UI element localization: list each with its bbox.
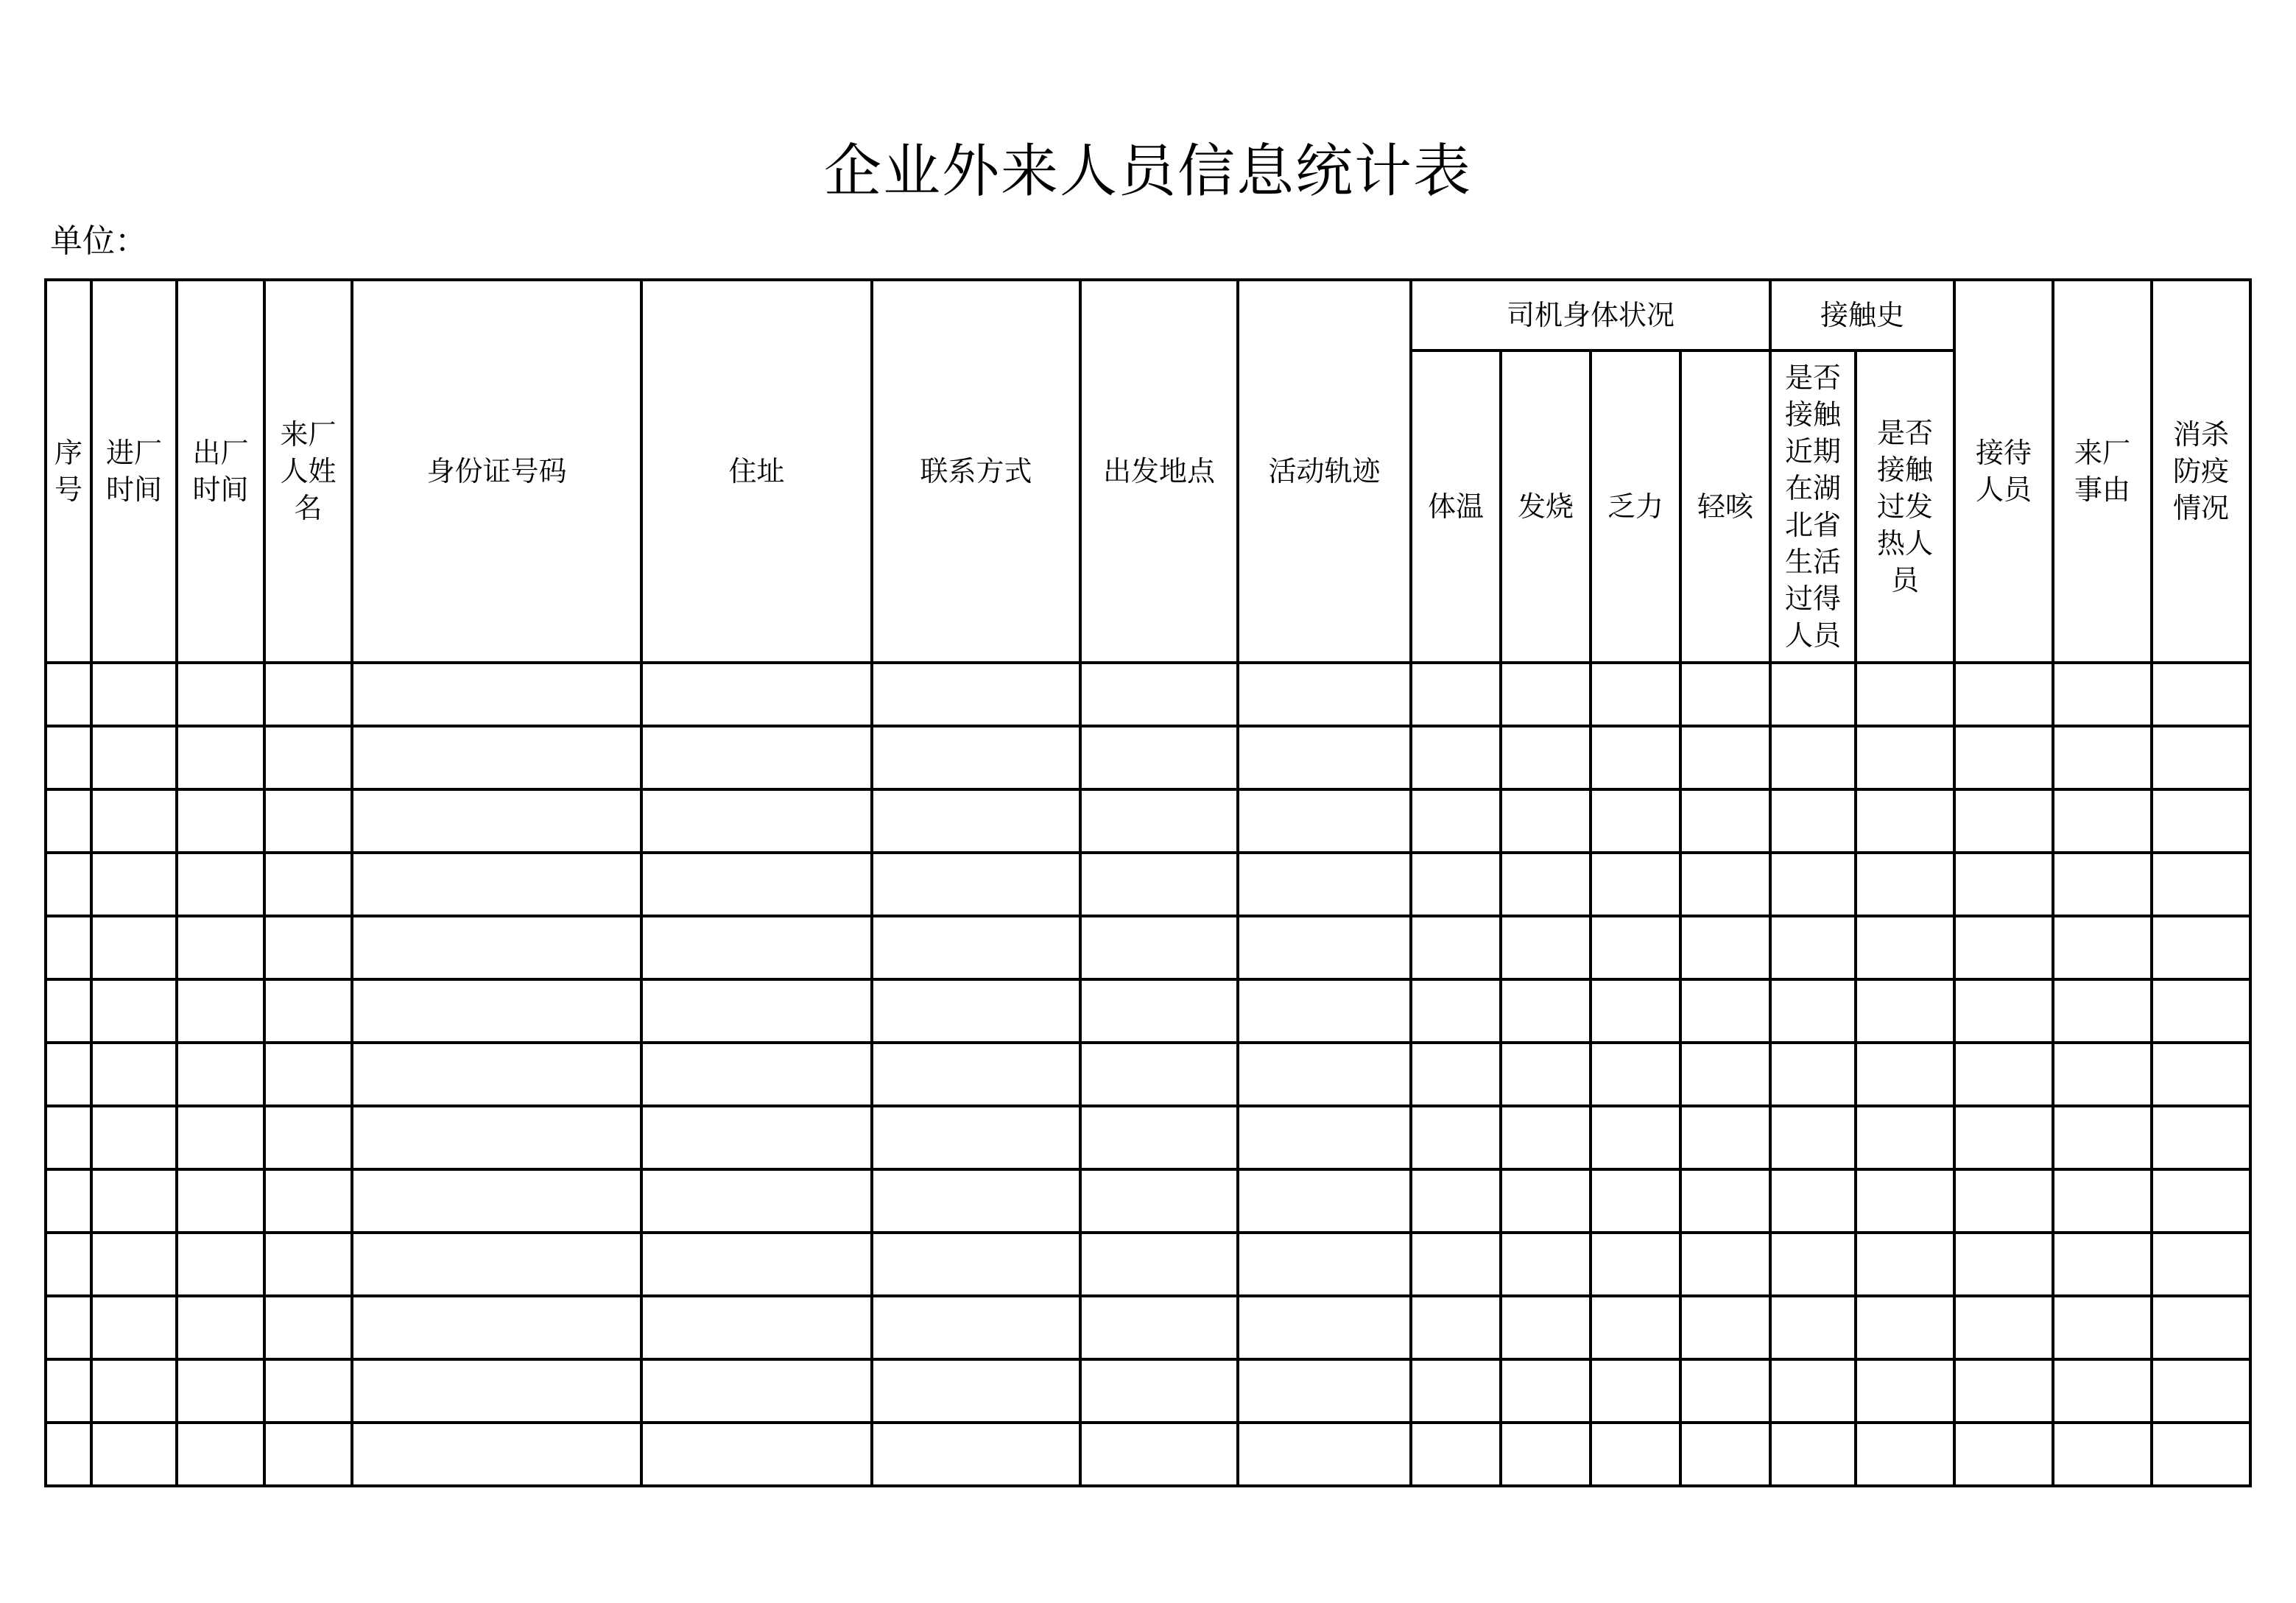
table-cell[interactable] — [46, 1296, 91, 1359]
table-cell[interactable] — [1411, 1233, 1501, 1296]
table-cell[interactable] — [264, 916, 352, 979]
table-cell[interactable] — [1954, 1043, 2053, 1106]
table-cell[interactable] — [1238, 1169, 1411, 1233]
table-cell[interactable] — [1680, 1233, 1770, 1296]
header-fever-contact: 是否接触过发热人员 — [1856, 350, 1954, 663]
header-exit-time: 出厂时间 — [177, 280, 264, 663]
table-cell[interactable] — [91, 663, 177, 726]
table-cell[interactable] — [177, 979, 264, 1043]
table-cell[interactable] — [46, 789, 91, 853]
table-cell[interactable] — [1238, 789, 1411, 853]
table-cell[interactable] — [2152, 1106, 2250, 1169]
table-cell[interactable] — [1591, 789, 1680, 853]
table-cell[interactable] — [91, 916, 177, 979]
table-cell[interactable] — [46, 1423, 91, 1486]
table-row — [46, 916, 2250, 979]
table-cell[interactable] — [1080, 1106, 1238, 1169]
table-cell[interactable] — [46, 979, 91, 1043]
table-cell[interactable] — [177, 853, 264, 916]
table-cell[interactable] — [1680, 789, 1770, 853]
table-cell[interactable] — [91, 1296, 177, 1359]
table-cell[interactable] — [1591, 663, 1680, 726]
table-cell[interactable] — [1591, 1043, 1680, 1106]
table-cell[interactable] — [1680, 979, 1770, 1043]
table-cell[interactable] — [641, 853, 872, 916]
header-address: 住址 — [641, 280, 872, 663]
table-cell[interactable] — [641, 1423, 872, 1486]
table-cell[interactable] — [264, 853, 352, 916]
table-cell[interactable] — [1238, 1106, 1411, 1169]
table-cell[interactable] — [46, 1043, 91, 1106]
table-cell[interactable] — [1856, 1043, 1954, 1106]
table-cell[interactable] — [1080, 1359, 1238, 1423]
header-id-number: 身份证号码 — [352, 280, 641, 663]
table-cell[interactable] — [1856, 1169, 1954, 1233]
table-cell[interactable] — [1591, 1233, 1680, 1296]
table-row — [46, 663, 2250, 726]
table-cell[interactable] — [2152, 1423, 2250, 1486]
table-cell[interactable] — [1770, 1233, 1856, 1296]
header-fever: 发烧 — [1501, 350, 1591, 663]
table-cell[interactable] — [1238, 979, 1411, 1043]
table-cell[interactable] — [1501, 789, 1591, 853]
header-temperature: 体温 — [1411, 350, 1501, 663]
table-cell[interactable] — [872, 1169, 1080, 1233]
table-cell[interactable] — [872, 726, 1080, 789]
table-cell[interactable] — [2053, 1233, 2152, 1296]
table-cell[interactable] — [1954, 1423, 2053, 1486]
table-row — [46, 853, 2250, 916]
table-cell[interactable] — [352, 1233, 641, 1296]
header-reason: 来厂事由 — [2053, 280, 2152, 663]
table-cell[interactable] — [91, 1233, 177, 1296]
table-cell[interactable] — [46, 1359, 91, 1423]
table-cell[interactable] — [352, 1296, 641, 1359]
table-cell[interactable] — [1238, 726, 1411, 789]
table-cell[interactable] — [1501, 663, 1591, 726]
table-cell[interactable] — [1770, 1043, 1856, 1106]
table-cell[interactable] — [2053, 726, 2152, 789]
table-cell[interactable] — [177, 789, 264, 853]
table-cell[interactable] — [177, 916, 264, 979]
table-cell[interactable] — [1501, 1233, 1591, 1296]
table-cell[interactable] — [1411, 789, 1501, 853]
table-cell[interactable] — [1954, 1233, 2053, 1296]
table-cell[interactable] — [641, 726, 872, 789]
table-cell[interactable] — [1770, 979, 1856, 1043]
table-cell[interactable] — [46, 916, 91, 979]
table-cell[interactable] — [641, 1169, 872, 1233]
table-cell[interactable] — [1411, 1296, 1501, 1359]
header-entry-time: 进厂时间 — [91, 280, 177, 663]
table-row — [46, 1359, 2250, 1423]
table-cell[interactable] — [1680, 916, 1770, 979]
table-cell[interactable] — [2152, 979, 2250, 1043]
table-cell[interactable] — [91, 1106, 177, 1169]
table-cell[interactable] — [177, 1043, 264, 1106]
table-cell[interactable] — [1238, 1233, 1411, 1296]
table-row — [46, 1106, 2250, 1169]
table-row — [46, 1169, 2250, 1233]
table-cell[interactable] — [264, 1296, 352, 1359]
table-cell[interactable] — [872, 663, 1080, 726]
table-cell[interactable] — [1080, 1423, 1238, 1486]
table-cell[interactable] — [2053, 1169, 2152, 1233]
table-cell[interactable] — [872, 1106, 1080, 1169]
table-cell[interactable] — [1411, 1169, 1501, 1233]
table-cell[interactable] — [1680, 853, 1770, 916]
table-cell[interactable] — [177, 1106, 264, 1169]
table-cell[interactable] — [1591, 1359, 1680, 1423]
table-cell[interactable] — [872, 1359, 1080, 1423]
table-cell[interactable] — [177, 1233, 264, 1296]
header-departure: 出发地点 — [1080, 280, 1238, 663]
table-cell[interactable] — [1411, 726, 1501, 789]
table-cell[interactable] — [1080, 663, 1238, 726]
unit-label: 单位： — [50, 222, 147, 260]
table-cell[interactable] — [1680, 1296, 1770, 1359]
table-cell[interactable] — [2152, 1043, 2250, 1106]
table-cell[interactable] — [1954, 1296, 2053, 1359]
visitor-info-table — [44, 278, 2252, 1487]
table-cell[interactable] — [1954, 853, 2053, 916]
table-cell[interactable] — [1680, 663, 1770, 726]
header-visitor-name: 来厂人姓名 — [264, 280, 352, 663]
table-cell[interactable] — [1411, 853, 1501, 916]
table-cell[interactable] — [352, 853, 641, 916]
table-cell[interactable] — [1680, 1169, 1770, 1233]
table-cell[interactable] — [1856, 663, 1954, 726]
table-cell[interactable] — [872, 1296, 1080, 1359]
table-cell[interactable] — [1501, 1423, 1591, 1486]
table-cell[interactable] — [264, 1043, 352, 1106]
table-cell[interactable] — [1080, 789, 1238, 853]
table-cell[interactable] — [1238, 1296, 1411, 1359]
table-cell[interactable] — [1591, 853, 1680, 916]
table-cell[interactable] — [46, 663, 91, 726]
table-cell[interactable] — [1411, 663, 1501, 726]
table-cell[interactable] — [1591, 726, 1680, 789]
table-cell[interactable] — [641, 916, 872, 979]
table-cell[interactable] — [2053, 1106, 2152, 1169]
table-cell[interactable] — [1591, 1423, 1680, 1486]
table-cell[interactable] — [1770, 916, 1856, 979]
table-cell[interactable] — [1770, 726, 1856, 789]
table-cell[interactable] — [91, 1043, 177, 1106]
table-cell[interactable] — [1591, 979, 1680, 1043]
table-cell[interactable] — [1680, 1043, 1770, 1106]
table-cell[interactable] — [264, 979, 352, 1043]
table-cell[interactable] — [641, 1359, 872, 1423]
table-cell[interactable] — [1680, 1106, 1770, 1169]
table-cell[interactable] — [264, 1359, 352, 1423]
table-cell[interactable] — [1856, 853, 1954, 916]
header-receiver: 接待人员 — [1954, 280, 2053, 663]
table-row — [46, 1233, 2250, 1296]
table-cell[interactable] — [264, 1169, 352, 1233]
table-cell[interactable] — [2152, 1359, 2250, 1423]
table-cell[interactable] — [2152, 853, 2250, 916]
table-cell[interactable] — [264, 789, 352, 853]
table-cell[interactable] — [1770, 853, 1856, 916]
table-row — [46, 1296, 2250, 1359]
table-cell[interactable] — [91, 726, 177, 789]
table-cell[interactable] — [352, 1043, 641, 1106]
table-cell[interactable] — [2152, 1233, 2250, 1296]
table-cell[interactable] — [264, 1233, 352, 1296]
table-cell[interactable] — [1080, 1296, 1238, 1359]
table-cell[interactable] — [352, 979, 641, 1043]
table-cell[interactable] — [91, 1423, 177, 1486]
table-cell[interactable] — [641, 1296, 872, 1359]
table-cell[interactable] — [1954, 726, 2053, 789]
table-cell[interactable] — [1770, 789, 1856, 853]
table-cell[interactable] — [46, 1106, 91, 1169]
table-cell[interactable] — [1411, 916, 1501, 979]
table-cell[interactable] — [2053, 1359, 2152, 1423]
table-cell[interactable] — [1080, 726, 1238, 789]
table-cell[interactable] — [91, 789, 177, 853]
table-cell[interactable] — [352, 1106, 641, 1169]
table-cell[interactable] — [2053, 979, 2152, 1043]
table-cell[interactable] — [1954, 1359, 2053, 1423]
table-cell[interactable] — [1501, 916, 1591, 979]
table-cell[interactable] — [352, 916, 641, 979]
table-cell[interactable] — [1080, 916, 1238, 979]
table-cell[interactable] — [91, 1169, 177, 1233]
table-cell[interactable] — [1770, 1423, 1856, 1486]
table-cell[interactable] — [1501, 853, 1591, 916]
table-cell[interactable] — [352, 1359, 641, 1423]
table-cell[interactable] — [1411, 1043, 1501, 1106]
table-cell[interactable] — [1080, 979, 1238, 1043]
table-cell[interactable] — [1238, 1423, 1411, 1486]
table-cell[interactable] — [1501, 1169, 1591, 1233]
table-cell[interactable] — [1080, 1233, 1238, 1296]
table-row — [46, 979, 2250, 1043]
table-row — [46, 789, 2250, 853]
table-cell[interactable] — [872, 789, 1080, 853]
table-cell[interactable] — [1238, 1043, 1411, 1106]
table-cell[interactable] — [1856, 1106, 1954, 1169]
table-cell[interactable] — [1770, 1169, 1856, 1233]
table-cell[interactable] — [177, 1423, 264, 1486]
table-cell[interactable] — [1954, 916, 2053, 979]
table-cell[interactable] — [352, 789, 641, 853]
table-cell[interactable] — [1238, 1359, 1411, 1423]
table-cell[interactable] — [1770, 663, 1856, 726]
table-cell[interactable] — [1238, 916, 1411, 979]
header-disinfection: 消杀防疫情况 — [2152, 280, 2250, 663]
table-cell[interactable] — [1411, 1106, 1501, 1169]
header-cough: 轻咳 — [1680, 350, 1770, 663]
table-cell[interactable] — [1501, 1043, 1591, 1106]
table-cell[interactable] — [177, 1359, 264, 1423]
header-track: 活动轨迹 — [1238, 280, 1411, 663]
table-cell[interactable] — [1856, 726, 1954, 789]
table-cell[interactable] — [1591, 916, 1680, 979]
table-cell[interactable] — [641, 1043, 872, 1106]
table-cell[interactable] — [352, 663, 641, 726]
table-cell[interactable] — [1591, 1169, 1680, 1233]
form-title: 企业外来人员信息统计表 — [823, 138, 1472, 205]
header-row-top — [46, 280, 2250, 350]
table-cell[interactable] — [177, 1296, 264, 1359]
header-hubei-contact: 是否接触近期在湖北省生活过得人员 — [1770, 350, 1856, 663]
table-cell[interactable] — [1080, 853, 1238, 916]
table-cell[interactable] — [177, 663, 264, 726]
table-cell[interactable] — [91, 979, 177, 1043]
table-cell[interactable] — [2053, 1043, 2152, 1106]
table-cell[interactable] — [1501, 979, 1591, 1043]
table-cell[interactable] — [872, 853, 1080, 916]
table-cell[interactable] — [872, 1233, 1080, 1296]
table-cell[interactable] — [872, 916, 1080, 979]
table-cell[interactable] — [1770, 1296, 1856, 1359]
header-fatigue: 乏力 — [1591, 350, 1680, 663]
table-cell[interactable] — [46, 1169, 91, 1233]
table-cell[interactable] — [1954, 1106, 2053, 1169]
table-cell[interactable] — [1770, 1359, 1856, 1423]
header-contact-history: 接触史 — [1770, 280, 1954, 350]
table-cell[interactable] — [352, 1169, 641, 1233]
table-cell[interactable] — [352, 1423, 641, 1486]
table-cell[interactable] — [2053, 1423, 2152, 1486]
table-cell[interactable] — [1591, 1106, 1680, 1169]
table-cell[interactable] — [1411, 979, 1501, 1043]
table-cell[interactable] — [2053, 663, 2152, 726]
table-cell[interactable] — [1856, 979, 1954, 1043]
header-driver-health: 司机身体状况 — [1411, 280, 1770, 350]
table-row — [46, 1423, 2250, 1486]
table-cell[interactable] — [1238, 663, 1411, 726]
table-cell[interactable] — [1856, 1233, 1954, 1296]
table-cell[interactable] — [91, 853, 177, 916]
table-cell[interactable] — [641, 1106, 872, 1169]
table-cell[interactable] — [177, 1169, 264, 1233]
table-cell[interactable] — [1080, 1169, 1238, 1233]
table-cell[interactable] — [1680, 726, 1770, 789]
table-cell[interactable] — [352, 726, 641, 789]
table-cell[interactable] — [1954, 1169, 2053, 1233]
table-cell[interactable] — [2152, 663, 2250, 726]
table-cell[interactable] — [1680, 1359, 1770, 1423]
table-cell[interactable] — [872, 1043, 1080, 1106]
table-cell[interactable] — [1954, 789, 2053, 853]
table-cell[interactable] — [2152, 1296, 2250, 1359]
table-cell[interactable] — [2053, 853, 2152, 916]
table-cell[interactable] — [2152, 916, 2250, 979]
table-cell[interactable] — [641, 979, 872, 1043]
table-cell[interactable] — [2152, 789, 2250, 853]
table-cell[interactable] — [46, 853, 91, 916]
table-cell[interactable] — [1856, 1423, 1954, 1486]
table-cell[interactable] — [1954, 979, 2053, 1043]
table-cell[interactable] — [641, 1233, 872, 1296]
table-cell[interactable] — [1856, 789, 1954, 853]
table-cell[interactable] — [1954, 663, 2053, 726]
table-cell[interactable] — [177, 726, 264, 789]
table-cell[interactable] — [872, 979, 1080, 1043]
table-cell[interactable] — [46, 1233, 91, 1296]
table-row — [46, 1043, 2250, 1106]
table-cell[interactable] — [264, 663, 352, 726]
table-cell[interactable] — [2053, 916, 2152, 979]
table-cell[interactable] — [2152, 726, 2250, 789]
table-cell[interactable] — [264, 1106, 352, 1169]
table-cell[interactable] — [2053, 789, 2152, 853]
table-cell[interactable] — [872, 1423, 1080, 1486]
table-cell[interactable] — [1856, 916, 1954, 979]
table-cell[interactable] — [1501, 1296, 1591, 1359]
header-seq: 序号 — [46, 280, 91, 663]
table-cell[interactable] — [46, 726, 91, 789]
table-cell[interactable] — [1080, 1043, 1238, 1106]
table-cell[interactable] — [2152, 1169, 2250, 1233]
table-cell[interactable] — [1770, 1106, 1856, 1169]
table-cell[interactable] — [1411, 1359, 1501, 1423]
table-cell[interactable] — [641, 789, 872, 853]
table-cell[interactable] — [91, 1359, 177, 1423]
table-cell[interactable] — [641, 663, 872, 726]
table-cell[interactable] — [1856, 1359, 1954, 1423]
table-cell[interactable] — [1856, 1296, 1954, 1359]
table-cell[interactable] — [1501, 1106, 1591, 1169]
table-cell[interactable] — [1591, 1296, 1680, 1359]
table-cell[interactable] — [1501, 1359, 1591, 1423]
header-contact: 联系方式 — [872, 280, 1080, 663]
table-cell[interactable] — [264, 726, 352, 789]
table-cell[interactable] — [1411, 1423, 1501, 1486]
table-cell[interactable] — [1680, 1423, 1770, 1486]
table-row — [46, 726, 2250, 789]
table-cell[interactable] — [1238, 853, 1411, 916]
table-cell[interactable] — [1501, 726, 1591, 789]
table-cell[interactable] — [2053, 1296, 2152, 1359]
table-cell[interactable] — [264, 1423, 352, 1486]
